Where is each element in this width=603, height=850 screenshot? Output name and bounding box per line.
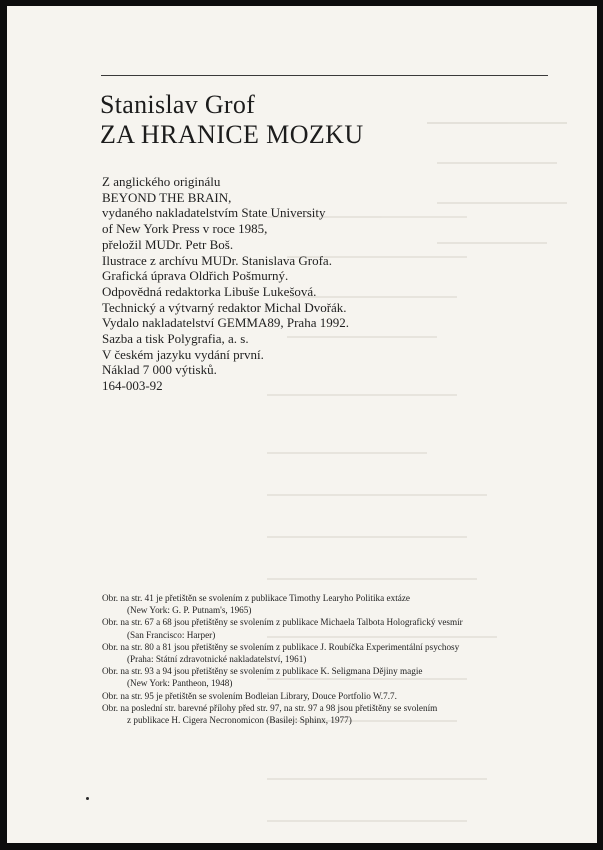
imprint-line: přeložil MUDr. Petr Boš. xyxy=(102,236,234,252)
ink-speck xyxy=(86,797,89,800)
image-credits xyxy=(102,592,463,726)
imprint-line: V českém jazyku vydání první. xyxy=(102,346,264,362)
credit-line: Obr. na poslední str. barevné přílohy před str. 97, na str. 97 a 98 jsou přetištěny se svolením xyxy=(102,702,438,713)
imprint-line: Vydalo nakladatelství GEMMA89, Praha 1992. xyxy=(102,315,349,331)
imprint-line: vydaného nakladatelstvím State University xyxy=(102,205,326,221)
imprint-line: Z anglického originálu xyxy=(102,174,221,189)
book-page xyxy=(7,6,597,843)
credit-line: Obr. na str. 93 a 94 jsou přetištěny se svolením z publikace K. Seligmana Dějiny magie xyxy=(102,666,423,677)
imprint-line: Technický a výtvarný redaktor Michal Dvořák. xyxy=(102,299,347,315)
credit-source: (Praha: Státní zdravotnické nakladatelství, 1961) xyxy=(127,654,307,665)
imprint-line: Ilustrace z archívu MUDr. Stanislava Grofa. xyxy=(102,252,332,268)
credit-line: Obr. na str. 41 je přetištěn se svolením z publikace Timothy Learyho Politika extáze xyxy=(102,593,410,603)
credit-source: z publikace H. Cigera Necronomicon (Basilej: Sphinx, 1977) xyxy=(127,715,352,726)
imprint-line: Náklad 7 000 výtisků. xyxy=(102,362,217,378)
imprint-block xyxy=(102,174,349,394)
credit-line: Obr. na str. 67 a 68 jsou přetištěny se svolením z publikace Michaela Talbota Holografický vesmír xyxy=(102,617,463,628)
imprint-line: Grafická úprava Oldřich Pošmurný. xyxy=(102,268,289,284)
credit-line: Obr. na str. 80 a 81 jsou přetištěny se svolením z publikace J. Roubíčka Experimentální psychosy xyxy=(102,641,460,652)
book-title: ZA HRANICE MOZKU xyxy=(100,120,364,149)
imprint-line: of New York Press v roce 1985, xyxy=(102,221,268,237)
credit-line: Obr. na str. 95 je přetištěn se svolením Bodleian Library, Douce Portfolio W.7.7. xyxy=(102,690,397,701)
imprint-line: Sazba a tisk Polygrafia, a. s. xyxy=(102,331,249,347)
credit-source: (New York: G. P. Putnam's, 1965) xyxy=(127,605,252,616)
show-through-texture xyxy=(427,88,597,178)
credit-source: (New York: Pantheon, 1948) xyxy=(127,678,233,689)
imprint-line: BEYOND THE BRAIN, xyxy=(102,189,232,205)
imprint-line: 164-003-92 xyxy=(102,378,163,394)
author-name: Stanislav Grof xyxy=(100,90,256,119)
header-rule xyxy=(101,75,548,76)
credit-source: (San Francisco: Harper) xyxy=(127,629,216,640)
imprint-line: Odpovědná redaktorka Libuše Lukešová. xyxy=(102,283,317,299)
